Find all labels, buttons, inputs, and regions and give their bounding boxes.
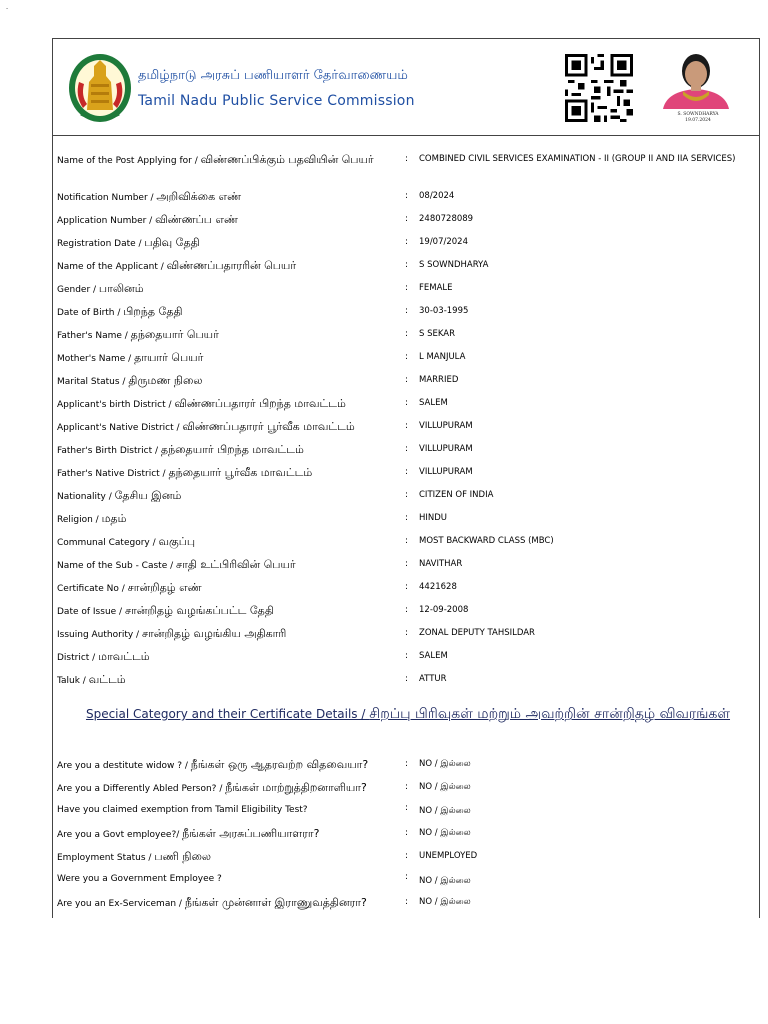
label-english: Application Number / (57, 216, 156, 226)
detail-label (57, 628, 397, 641)
detail-value: 19/07/2024 (419, 237, 468, 247)
detail-value: 08/2024 (419, 191, 455, 201)
label-english: Father's Native District / (57, 469, 169, 479)
label-tamil: தாயார் பெயர் (134, 351, 204, 364)
label-english: Applicant's Native District / (57, 423, 183, 433)
separator: : (405, 398, 409, 408)
separator: : (405, 651, 409, 661)
detail-value: NO / இல்லை (419, 759, 471, 769)
detail-value: S SEKAR (419, 329, 456, 339)
detail-label (57, 283, 397, 296)
label-english: Religion / (57, 515, 102, 525)
label-tamil: நீங்கள் மாற்றுத்திறனாளியா? (225, 781, 367, 794)
heading-tamil: சிறப்பு பிரிவுகள் மற்றும் அவற்றின் சான்றிதழ் விவரங்கள் (369, 706, 731, 722)
label-tamil: விண்ணப்பிக்கும் பதவியின் பெயர் (200, 153, 374, 166)
detail-value: 30-03-1995 (419, 306, 469, 316)
label-tamil: திருமண நிலை (128, 374, 203, 387)
label-english: Were you a Government Employee ? (57, 874, 222, 884)
document-header (53, 39, 759, 135)
label-english: Employment Status / (57, 853, 155, 863)
label-english: Marital Status / (57, 377, 129, 387)
detail-value: SALEM (419, 651, 448, 661)
detail-value: MARRIED (419, 375, 459, 385)
detail-value: NO / இல்லை (419, 828, 471, 838)
label-english: Applicant's birth District / (57, 400, 175, 410)
detail-label (57, 375, 397, 388)
label-tamil: தேசிய இனம் (114, 489, 182, 502)
label-english: Are you an Ex-Serviceman / (57, 899, 185, 909)
detail-value: NAVITHAR (419, 559, 463, 569)
detail-value: ZONAL DEPUTY TAHSILDAR (419, 628, 535, 638)
detail-value: NO / இல்லை (419, 876, 471, 886)
special-category-heading (83, 707, 733, 721)
separator: : (405, 214, 409, 224)
label-tamil: பதிவு தேதி (144, 236, 200, 249)
detail-label (57, 421, 397, 434)
detail-label (57, 191, 397, 204)
label-english: Father's Name / (57, 331, 131, 341)
detail-value: VILLUPURAM (419, 421, 473, 431)
tnpsc-emblem-logo (67, 52, 133, 124)
detail-label (57, 214, 397, 227)
separator: : (405, 352, 409, 362)
separator: : (405, 191, 409, 201)
label-english: Have you claimed exemption from Tamil Eligibility Test? (57, 805, 308, 815)
detail-label (57, 260, 397, 273)
label-english: Date of Birth / (57, 308, 124, 318)
detail-label (57, 851, 397, 864)
separator: : (405, 490, 409, 500)
separator: : (405, 605, 409, 615)
label-tamil: அறிவிக்கை எண் (156, 190, 242, 203)
detail-label (57, 398, 397, 411)
label-english: Certificate No / (57, 584, 128, 594)
label-english: Registration Date / (57, 239, 145, 249)
label-english: Nationality / (57, 492, 115, 502)
detail-value: 4421628 (419, 582, 457, 592)
detail-label (57, 444, 397, 457)
label-tamil: சான்றிதழ் வழங்கிய அதிகாரி (141, 627, 287, 640)
detail-label (57, 782, 397, 795)
org-name-english: Tamil Nadu Public Service Commission (138, 93, 415, 109)
detail-label (57, 490, 397, 503)
separator: : (405, 513, 409, 523)
label-english: Notification Number / (57, 193, 157, 203)
applicant-photo (653, 47, 739, 109)
separator: : (405, 628, 409, 638)
separator: : (405, 375, 409, 385)
separator: : (405, 897, 409, 907)
label-tamil: மாவட்டம் (98, 650, 150, 663)
detail-value: NO / இல்லை (419, 806, 471, 816)
label-tamil: பணி நிலை (154, 850, 212, 863)
label-english: Name of the Sub - Caste / (57, 561, 176, 571)
separator: : (405, 851, 409, 861)
detail-label (57, 582, 397, 595)
application-document (52, 38, 760, 918)
detail-value: NO / இல்லை (419, 897, 471, 907)
detail-label (57, 513, 397, 526)
detail-value: S SOWNDHARYA (419, 260, 489, 270)
separator: : (405, 536, 409, 546)
separator: : (405, 559, 409, 569)
page-marker: - (6, 5, 9, 12)
separator: : (405, 872, 409, 882)
label-tamil: சான்றிதழ் வழங்கப்பட்ட தேதி (124, 604, 274, 617)
separator: : (405, 237, 409, 247)
detail-value: 12-09-2008 (419, 605, 469, 615)
separator: : (405, 444, 409, 454)
detail-label (57, 237, 397, 250)
detail-label (57, 329, 397, 342)
label-english: Taluk / (57, 676, 89, 686)
detail-label (57, 352, 397, 365)
separator: : (405, 759, 409, 769)
label-tamil: பாலினம் (98, 282, 144, 295)
label-tamil: வகுப்பு (158, 535, 196, 548)
org-name-tamil: தமிழ்நாடு அரசுப் பணியாளர் தேர்வாணையம் (138, 68, 408, 83)
detail-label (57, 467, 397, 480)
detail-label (57, 828, 397, 841)
label-tamil: விண்ணப்ப எண் (155, 213, 239, 226)
separator: : (405, 421, 409, 431)
heading-english: Special Category and their Certificate Details / (85, 707, 370, 721)
label-english: Date of Issue / (57, 607, 125, 617)
label-english: Issuing Authority / (57, 630, 142, 640)
label-tamil: வட்டம் (88, 673, 126, 686)
detail-label (57, 803, 397, 816)
separator: : (405, 582, 409, 592)
detail-label (57, 897, 397, 910)
detail-label (57, 605, 397, 618)
label-tamil: சாதி உட்பிரிவின் பெயர் (176, 558, 296, 571)
detail-label (57, 306, 397, 319)
detail-label (57, 536, 397, 549)
detail-label (57, 651, 397, 664)
label-english: Gender / (57, 285, 99, 295)
label-english: Name of the Post Applying for / (57, 156, 201, 166)
detail-value: COMBINED CIVIL SERVICES EXAMINATION - II (GROUP II AND IIA SERVICES) (419, 154, 736, 164)
qr-code-icon (565, 53, 633, 123)
detail-label (57, 759, 397, 772)
separator: : (405, 154, 409, 164)
separator: : (405, 674, 409, 684)
label-english: District / (57, 653, 99, 663)
label-english: Father's Birth District / (57, 446, 161, 456)
separator: : (405, 283, 409, 293)
header-divider (53, 135, 759, 136)
label-tamil: பிறந்த தேதி (123, 305, 183, 318)
detail-value: HINDU (419, 513, 448, 523)
label-english: Are you a Govt employee?/ (57, 830, 183, 840)
photo-caption-date: 19.07.2024 (685, 118, 711, 123)
label-tamil: தந்தையார் பெயர் (130, 328, 219, 341)
label-tamil: மதம் (101, 512, 127, 525)
label-tamil: நீங்கள் முன்னாள் இராணுவத்தினரா? (184, 896, 367, 909)
label-english: Mother's Name / (57, 354, 135, 364)
label-english: Communal Category / (57, 538, 159, 548)
separator: : (405, 782, 409, 792)
label-english: Name of the Applicant / (57, 262, 167, 272)
label-tamil: விண்ணப்பதாரர் பூர்வீக மாவட்டம் (182, 420, 355, 433)
detail-value: CITIZEN OF INDIA (419, 490, 494, 500)
detail-value: VILLUPURAM (419, 444, 473, 454)
detail-value: L MANJULA (419, 352, 466, 362)
detail-value: SALEM (419, 398, 448, 408)
detail-value: UNEMPLOYED (419, 851, 478, 861)
label-tamil: நீங்கள் ஒரு ஆதரவற்ற விதவையா? (190, 758, 369, 771)
detail-value: FEMALE (419, 283, 453, 293)
label-tamil: நீங்கள் அரசுப்பணியாளரா? (182, 827, 320, 840)
detail-label (57, 872, 397, 885)
detail-label (57, 154, 397, 167)
label-tamil: விண்ணப்பதாரர் பிறந்த மாவட்டம் (174, 397, 346, 410)
separator: : (405, 828, 409, 838)
label-tamil: தந்தையார் பூர்வீக மாவட்டம் (168, 466, 313, 479)
separator: : (405, 329, 409, 339)
detail-value: MOST BACKWARD CLASS (MBC) (419, 536, 554, 546)
separator: : (405, 260, 409, 270)
separator: : (405, 803, 409, 813)
detail-label (57, 674, 397, 687)
separator: : (405, 467, 409, 477)
detail-value: 2480728089 (419, 214, 474, 224)
photo-caption-name: S. SOWNDHARYA (677, 112, 719, 117)
label-tamil: தந்தையார் பிறந்த மாவட்டம் (160, 443, 304, 456)
detail-value: NO / இல்லை (419, 782, 471, 792)
label-tamil: விண்ணப்பதாரரின் பெயர் (166, 259, 297, 272)
detail-value: VILLUPURAM (419, 467, 473, 477)
detail-value: ATTUR (419, 674, 447, 684)
separator: : (405, 306, 409, 316)
label-english: Are you a destitute widow ? / (57, 761, 191, 771)
label-english: Are you a Differently Abled Person? / (57, 784, 226, 794)
label-tamil: சான்றிதழ் எண் (127, 581, 202, 594)
detail-label (57, 559, 397, 572)
